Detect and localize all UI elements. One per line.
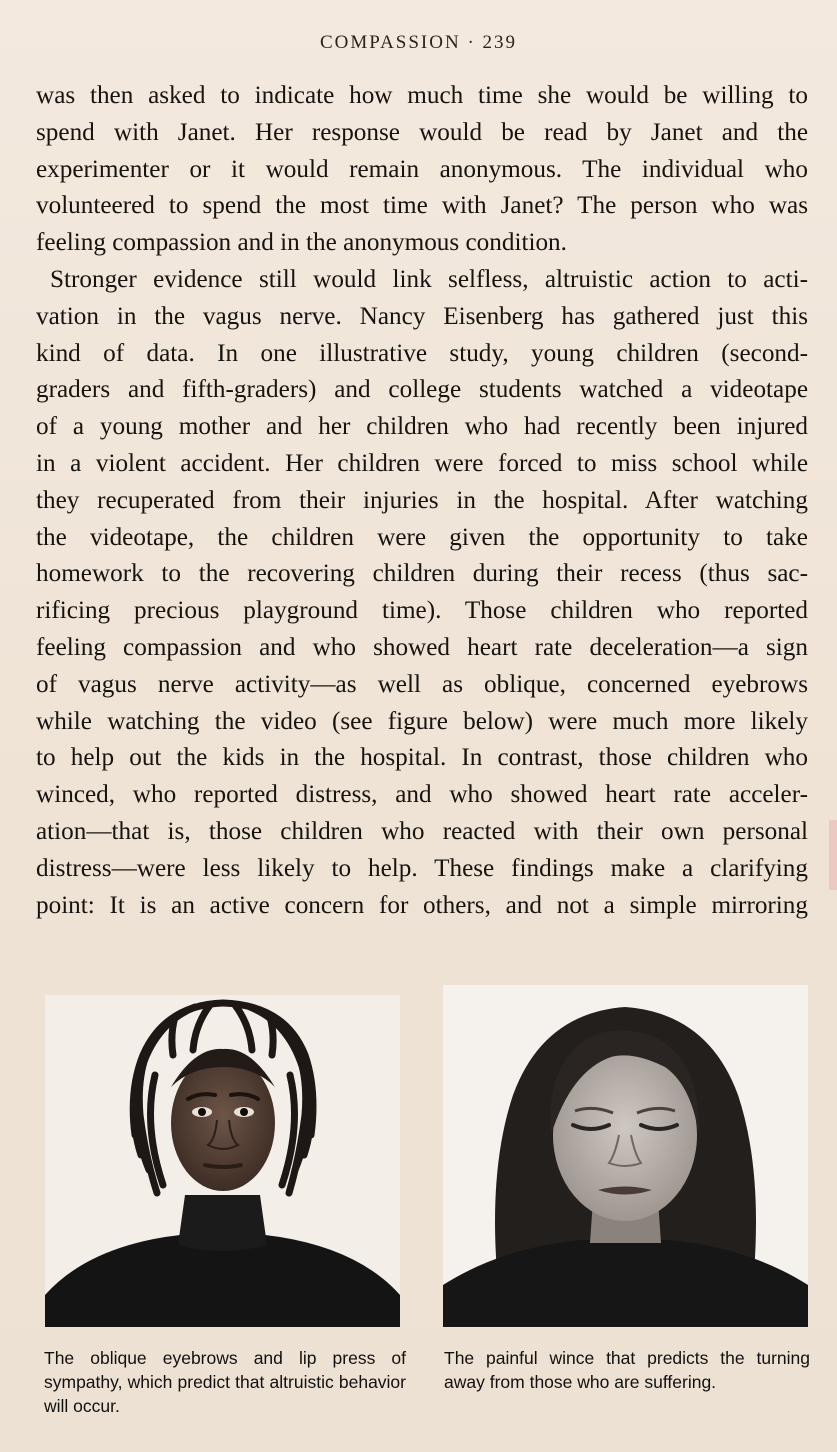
text-line: graders and fifth-graders) and college students watched a videotape xyxy=(36,376,808,404)
sympathy-face-illustration xyxy=(45,995,400,1327)
figure-caption-sympathy: The oblique eyebrows and lip press of sympathy, which predict that altruistic behavior will occur. xyxy=(44,1348,406,1416)
text-line: rificing precious playground time). Those children who reported xyxy=(36,597,808,625)
text-line: feeling compassion and who showed heart rate deceleration—a sign xyxy=(36,633,808,661)
text-line: experimenter or it would remain anonymous. The individual who xyxy=(36,155,808,183)
text-line: vation in the vagus nerve. Nancy Eisenberg has gathered just this xyxy=(36,302,808,330)
text-line: they recuperated from their injuries in the hospital. After watching xyxy=(36,486,808,514)
body-text xyxy=(36,78,808,924)
text-line: in a violent accident. Her children were forced to miss school while xyxy=(36,449,808,477)
page-edge-tab xyxy=(829,820,837,890)
photo-sympathy-face xyxy=(45,995,400,1327)
text-line: spend with Janet. Her response would be read by Janet and the xyxy=(36,118,808,146)
text-line: to help out the kids in the hospital. In contrast, those children who xyxy=(36,744,808,772)
text-line: kind of data. In one illustrative study, young children (second- xyxy=(36,339,808,367)
text-line: feeling compassion and in the anonymous condition. xyxy=(36,229,567,257)
figure-caption-wince: The painful wince that predicts the turning away from those who are suffering. xyxy=(444,1348,810,1392)
text-line: volunteered to spend the most time with Janet? The person who was xyxy=(36,192,808,220)
text-line: of a young mother and her children who had recently been injured xyxy=(36,413,808,441)
text-line: distress—were less likely to help. These findings make a clarifying xyxy=(36,854,808,882)
text-line: was then asked to indicate how much time she would be willing to xyxy=(36,82,808,109)
running-head: COMPASSION · 239 xyxy=(319,32,518,53)
wince-face-illustration xyxy=(443,985,808,1327)
text-line: winced, who reported distress, and who showed heart rate acceler- xyxy=(36,781,808,809)
text-line: ation—that is, those children who reacted with their own personal xyxy=(36,817,808,845)
text-line: of vagus nerve activity—as well as oblique, concerned eyebrows xyxy=(36,670,808,698)
text-line: while watching the video (see figure below) were much more likely xyxy=(36,707,808,735)
text-line: the videotape, the children were given the opportunity to take xyxy=(36,523,808,551)
photo-wince-face xyxy=(443,985,808,1327)
text-line: point: It is an active concern for others, and not a simple mirroring xyxy=(36,891,808,919)
text-line: Stronger evidence still would link selfless, altruistic action to acti- xyxy=(50,265,808,293)
text-line: homework to the recovering children during their recess (thus sac- xyxy=(36,560,808,588)
